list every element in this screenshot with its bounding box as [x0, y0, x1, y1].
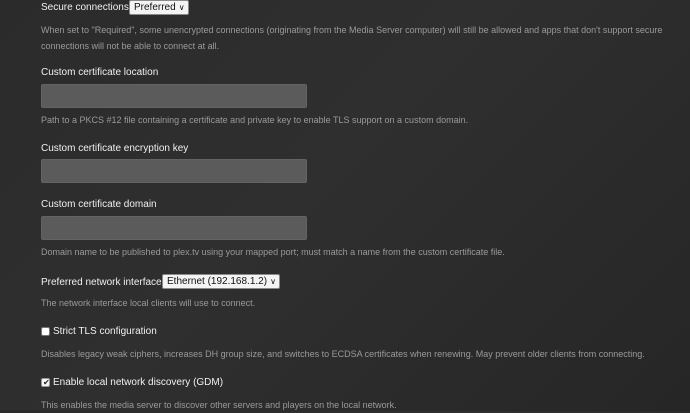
strict-tls-help: Disables legacy weak ciphers, increases DH group size, and switches to ECDSA certificates when renewing. May prevent older clients from connecting. — [41, 349, 645, 359]
custom-certificate-domain-help: Domain name to be published to plex.tv using your mapped port; must match a name from the custom certificate file. — [41, 247, 505, 257]
preferred-network-interface-value: Ethernet (192.168.1.2) — [167, 276, 268, 287]
chevron-down-icon: ∨ — [178, 3, 185, 12]
secure-connections-select[interactable] — [129, 0, 189, 15]
custom-certificate-location-input[interactable] — [41, 84, 307, 108]
preferred-network-interface-select[interactable] — [162, 274, 280, 289]
secure-connections-label: Secure connections — [41, 2, 129, 13]
custom-certificate-encryption-key-label: Custom certificate encryption key — [41, 143, 189, 154]
chevron-down-icon: ∨ — [270, 277, 276, 286]
gdm-help: This enables the media server to discover other servers and players on the local network. — [41, 400, 397, 410]
custom-certificate-domain-label: Custom certificate domain — [41, 199, 157, 210]
secure-connections-help: When set to "Required", some unencrypted connections (originating from the Media Server computer) will still be allowed and apps that don't support secure connections will not be able to connect at all. — [41, 25, 663, 51]
gdm-checkbox[interactable] — [41, 378, 50, 387]
strict-tls-checkbox[interactable] — [41, 327, 50, 336]
strict-tls-label: Strict TLS configuration — [53, 326, 157, 337]
preferred-network-interface-help: The network interface local clients will use to connect. — [41, 298, 256, 308]
custom-certificate-encryption-key-input[interactable] — [41, 159, 307, 183]
custom-certificate-domain-input[interactable] — [41, 216, 307, 240]
preferred-network-interface-label: Preferred network interface — [41, 277, 162, 288]
gdm-label: Enable local network discovery (GDM) — [53, 377, 224, 388]
custom-certificate-location-help: Path to a PKCS #12 file containing a certificate and private key to enable TLS support on a custom domain. — [41, 115, 469, 125]
custom-certificate-location-label: Custom certificate location — [41, 67, 159, 78]
secure-connections-value: Preferred — [134, 2, 176, 13]
check-icon: ✔ — [43, 378, 50, 387]
